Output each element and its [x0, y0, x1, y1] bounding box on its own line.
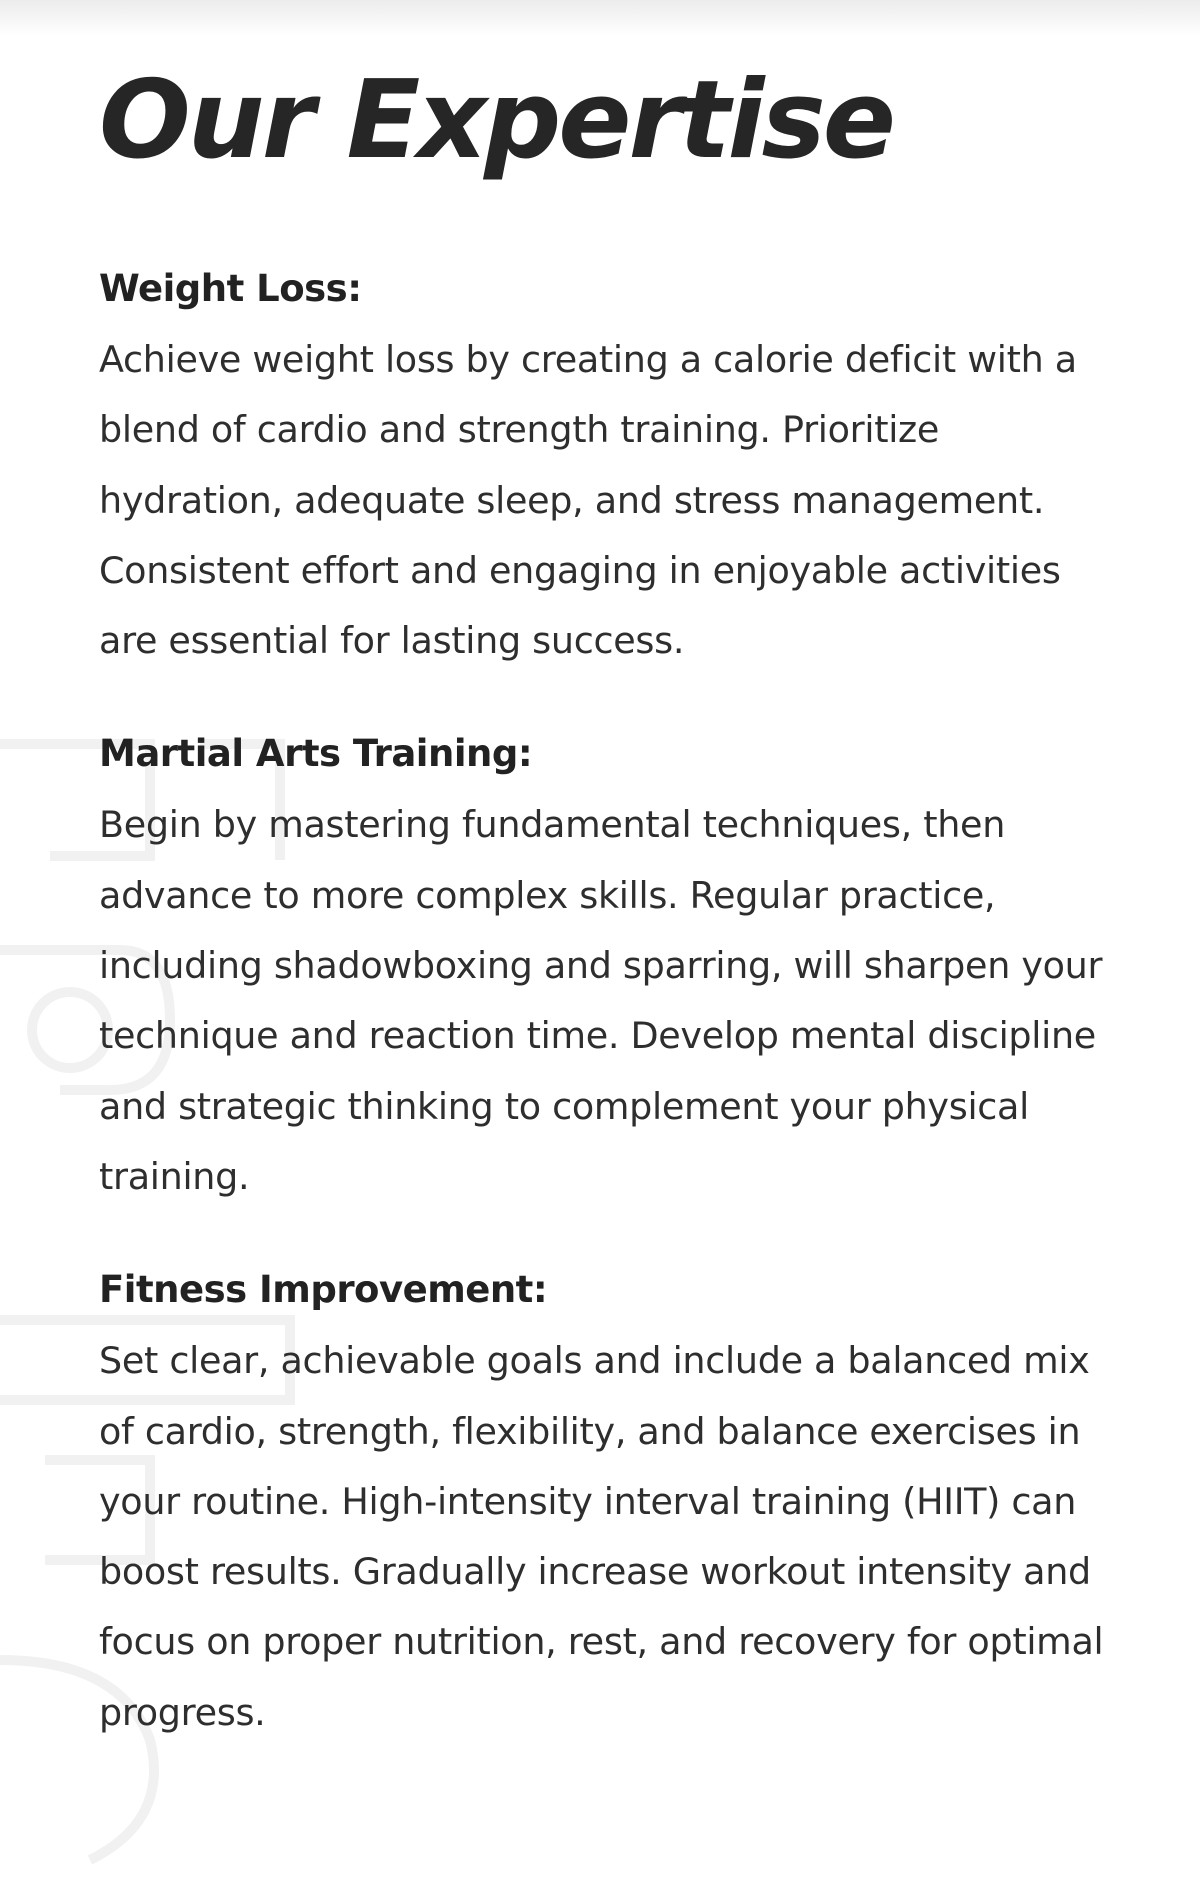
top-shadow [0, 0, 1200, 36]
section-body: Achieve weight loss by creating a calorie deficit with a blend of cardio and strength training. Prioritize hydration, adequate sleep, and stress management. Consistent effort and engaging in enjoyable activities are essential for lasting success. [99, 338, 1077, 663]
section-fitness-improvement [99, 1262, 1139, 1748]
section-weight-loss [99, 261, 1139, 676]
main-content [99, 54, 1139, 1748]
page-title: Our Expertise [99, 58, 893, 183]
expertise-list [99, 261, 1139, 1748]
section-heading: Martial Arts Training: [99, 732, 533, 776]
section-heading: Fitness Improvement: [99, 1268, 548, 1312]
section-martial-arts-training [99, 726, 1139, 1212]
section-body: Begin by mastering fundamental techniques, then advance to more complex skills. Regular practice, including shadowboxing and sparring, will sharpen your technique and reaction time. Develop mental discipline and strategic thinking to complement your physical training. [99, 803, 1103, 1198]
section-heading: Weight Loss: [99, 267, 362, 310]
section-body: Set clear, achievable goals and include a balanced mix of cardio, strength, flexibility, and balance exercises in your routine. High-intensity interval training (HIIT) can boost results. Gradually increase workout intensity and focus on proper nutrition, rest, and recovery for optimal progress. [99, 1339, 1104, 1734]
